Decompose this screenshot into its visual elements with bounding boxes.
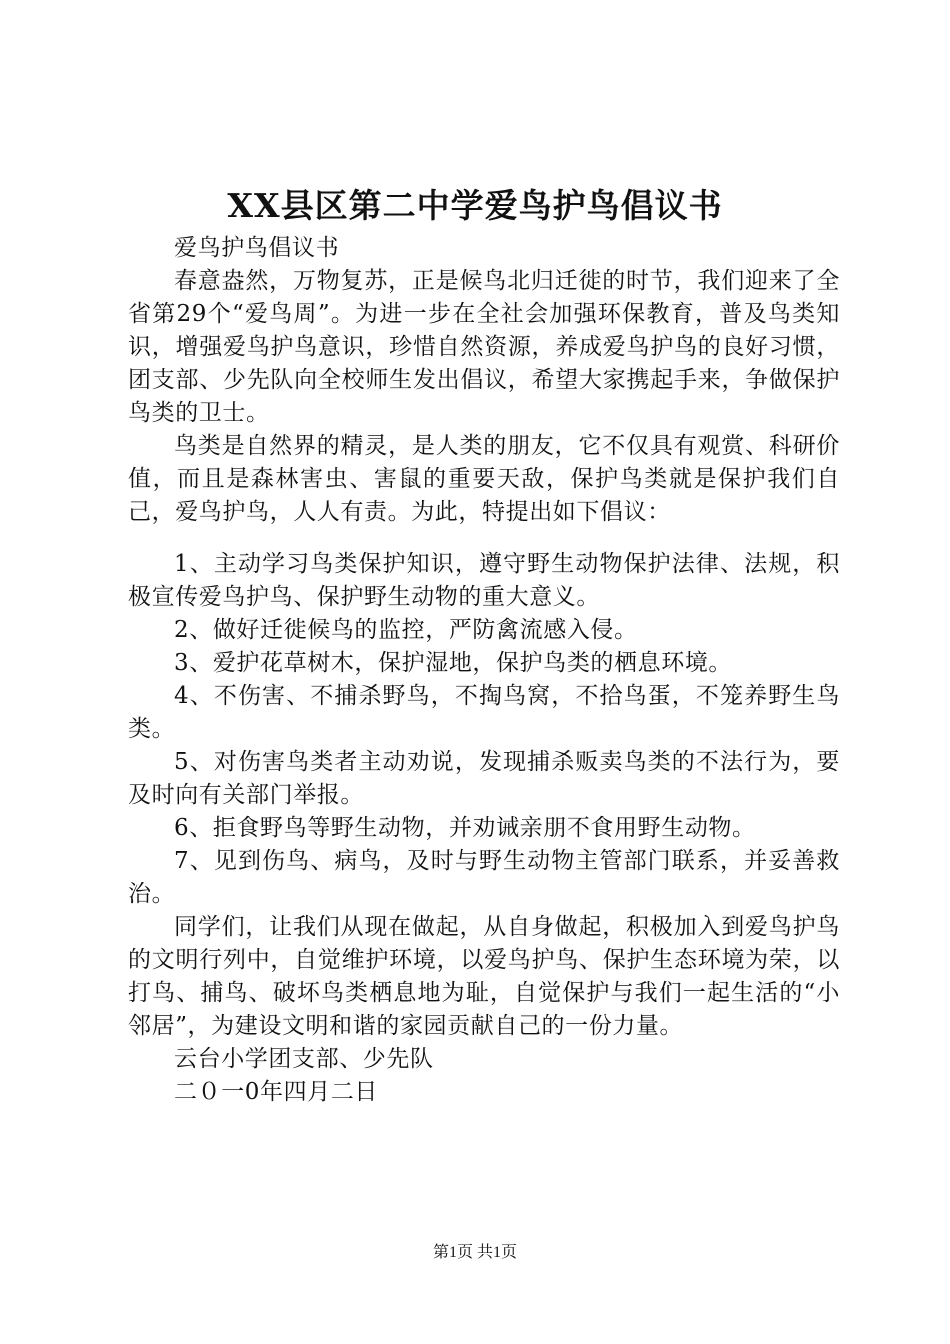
document-date: 二０一0年四月二日	[174, 1079, 379, 1105]
proposal-item-1: 1、主动学习鸟类保护知识，遵守野生动物保护法律、法规，积极宣传爱鸟护鸟、保护野生动物的重大意义。	[128, 551, 840, 610]
intro-paragraph-1: 春意盎然，万物复苏，正是候鸟北归迁徙的时节，我们迎来了全省第29个“爱鸟周”。为进一步在全社会加强环保教育，普及鸟类知识，增强爱鸟护鸟意识，珍惜自然资源，养成爱鸟护鸟的良好习惯，团支部、少先队向全校师生发出倡议，希望大家携起手来，争做保护鸟类的卫士。	[128, 268, 840, 426]
document-body	[128, 232, 840, 1109]
proposal-item-2: 2、做好迁徙候鸟的监控，严防禽流感入侵。	[174, 617, 638, 643]
proposal-item-7: 7、见到伤鸟、病鸟，及时与野生动物主管部门联系，并妥善救治。	[128, 848, 840, 907]
proposal-item-3: 3、爱护花草树木，保护湿地，保护鸟类的栖息环境。	[174, 650, 733, 676]
subtitle: 爱鸟护鸟倡议书	[174, 235, 340, 261]
proposal-item-5: 5、对伤害鸟类者主动劝说，发现捕杀贩卖鸟类的不法行为，要及时向有关部门举报。	[128, 749, 840, 808]
closing-paragraph: 同学们，让我们从现在做起，从自身做起，积极加入到爱鸟护鸟的文明行列中，自觉维护环境，以爱鸟护鸟、保护生态环境为荣，以打鸟、捕鸟、破坏鸟类栖息地为耻，自觉保护与我们一起生活的“小邻居”，为建设文明和谐的家园贡献自己的一份力量。	[128, 914, 840, 1039]
intro-paragraph-2: 鸟类是自然界的精灵，是人类的朋友，它不仅具有观赏、科研价值，而且是森林害虫、害鼠的重要天敌，保护鸟类就是保护我们自己，爱鸟护鸟，人人有责。为此，特提出如下倡议：	[128, 433, 840, 525]
page-number: 第1页 共1页	[432, 1244, 517, 1261]
paragraph-gap	[128, 529, 840, 548]
document-title: XX县区第二中学爱鸟护鸟倡议书	[227, 186, 723, 225]
proposal-item-6: 6、拒食野鸟等野生动物，并劝诫亲朋不食用野生动物。	[174, 815, 756, 841]
signature: 云台小学团支部、少先队	[174, 1046, 434, 1072]
proposal-item-4: 4、不伤害、不捕杀野鸟，不掏鸟窝，不拾鸟蛋，不笼养野生鸟类。	[128, 683, 840, 742]
